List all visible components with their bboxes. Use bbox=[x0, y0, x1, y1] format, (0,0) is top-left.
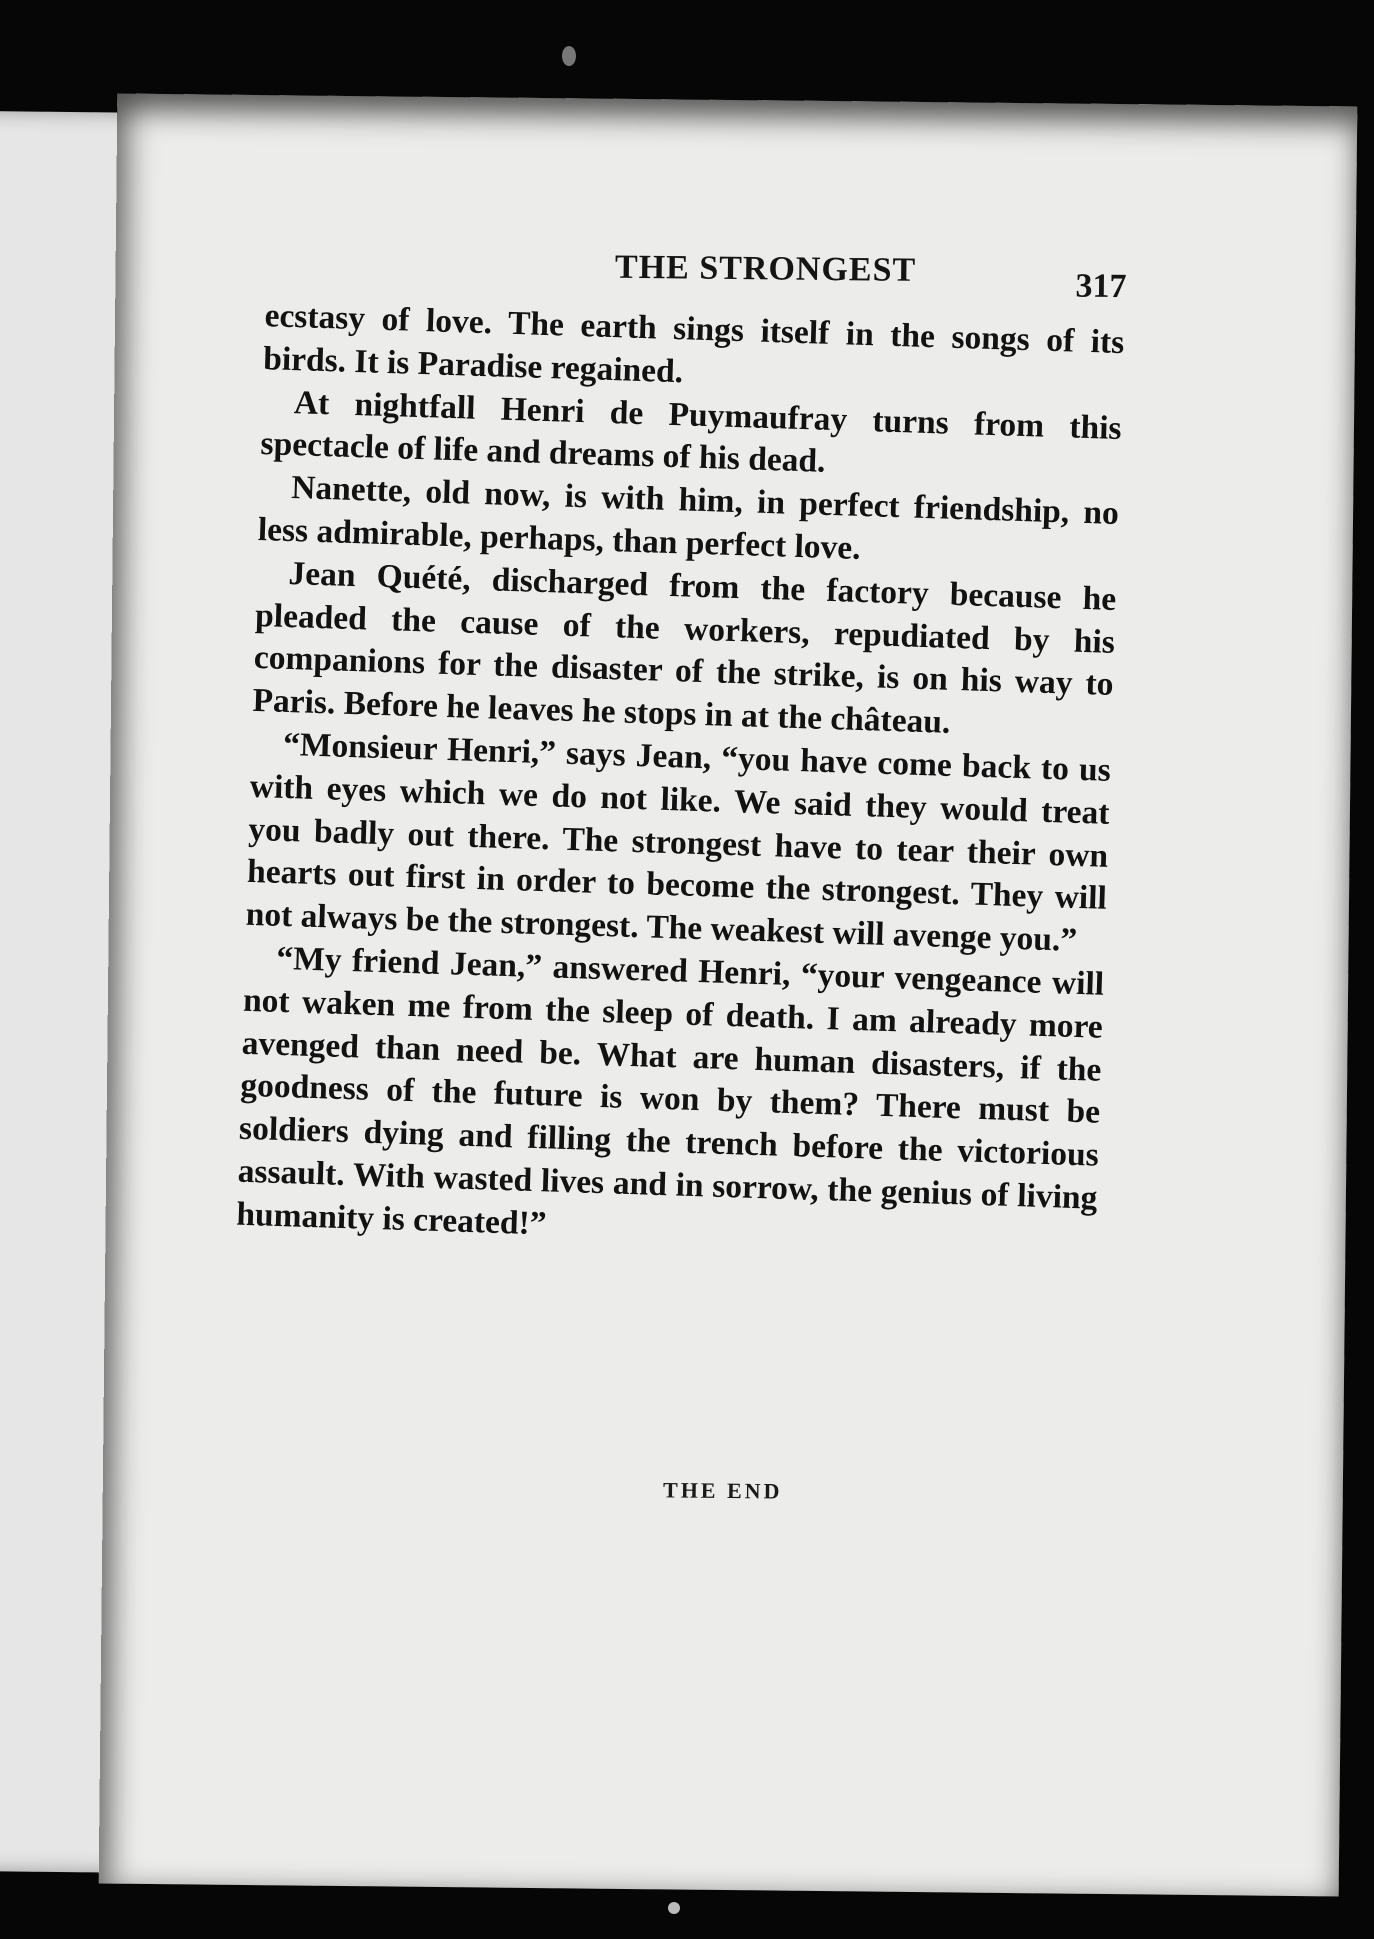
facing-page-fragment bbox=[0, 757, 2, 799]
paragraph: “Monsieur Henri,” says Jean, “you have come back to us with eyes which we do not like. We said they would treat you badly out there. The strongest have to tear their own hearts out first in order to become the strongest. They will not always be the strongest. The weakest will avenge you.” bbox=[245, 725, 1112, 960]
dust-spot bbox=[562, 46, 576, 66]
paragraph: Jean Quété, discharged from the factory because he pleaded the cause of the workers, repudiated by his companions for the disaster of the strike, is on his way to Paris. Before he leaves he stops in at the château. bbox=[251, 554, 1117, 742]
paragraph: At nightfall Henri de Puymaufray turns from this spectacle of life and dreams of his dead. bbox=[260, 383, 1123, 481]
facing-page-fragment bbox=[0, 631, 4, 673]
facing-page-fragment bbox=[0, 925, 1, 967]
paragraph: Nanette, old now, is with him, in perfect friendship, no less admirable, perhaps, than perfect love. bbox=[257, 469, 1120, 567]
dust-spot bbox=[668, 1902, 680, 1914]
closing-text: THE END bbox=[662, 1477, 783, 1504]
facing-page-fragment bbox=[0, 799, 2, 841]
facing-page-fragment bbox=[0, 883, 1, 925]
running-head: THE STRONGEST bbox=[614, 248, 917, 289]
paragraph: “My friend Jean,” answered Henri, “your vengeance will not waken me from the sleep of death. I am already more avenged than need be. What are human disasters, if the goodness of the future is won by them? There must be soldiers dying and filling the trench before the victorious assault. With wasted lives and in sorrow, the genius of living humanity is created!” bbox=[235, 939, 1105, 1243]
book-page bbox=[99, 94, 1358, 1897]
paragraph: ecstasy of love. The earth sings itself in the songs of its birds. It is Paradise regained. bbox=[262, 297, 1125, 391]
facing-page-line-endings bbox=[0, 631, 4, 1009]
facing-page-fragment bbox=[0, 841, 2, 883]
facing-page-fragment bbox=[0, 715, 3, 757]
body-text bbox=[236, 295, 1125, 1263]
page-number: 317 bbox=[1075, 267, 1127, 306]
facing-page-fragment bbox=[0, 673, 3, 715]
